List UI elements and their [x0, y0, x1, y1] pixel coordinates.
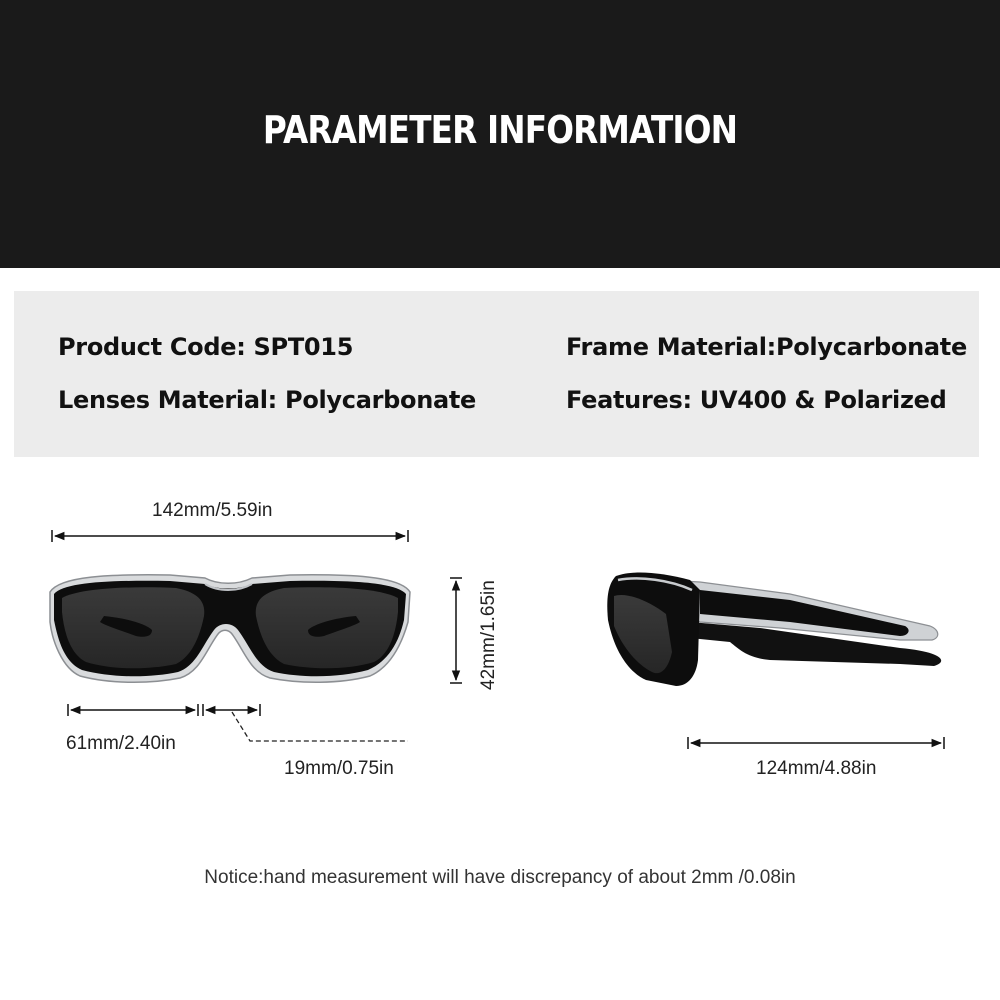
features: Features: UV400 & Polarized: [566, 386, 947, 414]
product-code: Product Code: SPT015: [58, 333, 354, 361]
bridge-width-label: 19mm/0.75in: [284, 758, 394, 779]
measurement-notice: Notice:hand measurement will have discrepancy of about 2mm /0.08in: [204, 867, 796, 888]
lens-width-label: 61mm/2.40in: [66, 733, 176, 754]
page-title: PARAMETER INFORMATION: [262, 108, 738, 152]
dim-frame-height: [450, 578, 462, 683]
dim-lens-width: [68, 704, 198, 716]
frame-height-label: 42mm/1.65in: [478, 580, 499, 690]
frame-width-label: 142mm/5.59in: [152, 500, 273, 521]
dim-frame-width: [52, 530, 408, 542]
front-view-glasses: [50, 575, 410, 682]
dim-temple-length: [688, 737, 944, 749]
temple-length-label: 124mm/4.88in: [756, 758, 877, 779]
side-view-glasses: [607, 573, 941, 686]
frame-material: Frame Material:Polycarbonate: [566, 333, 967, 361]
lenses-material: Lenses Material: Polycarbonate: [58, 386, 477, 414]
dim-bridge-width: [203, 704, 408, 741]
